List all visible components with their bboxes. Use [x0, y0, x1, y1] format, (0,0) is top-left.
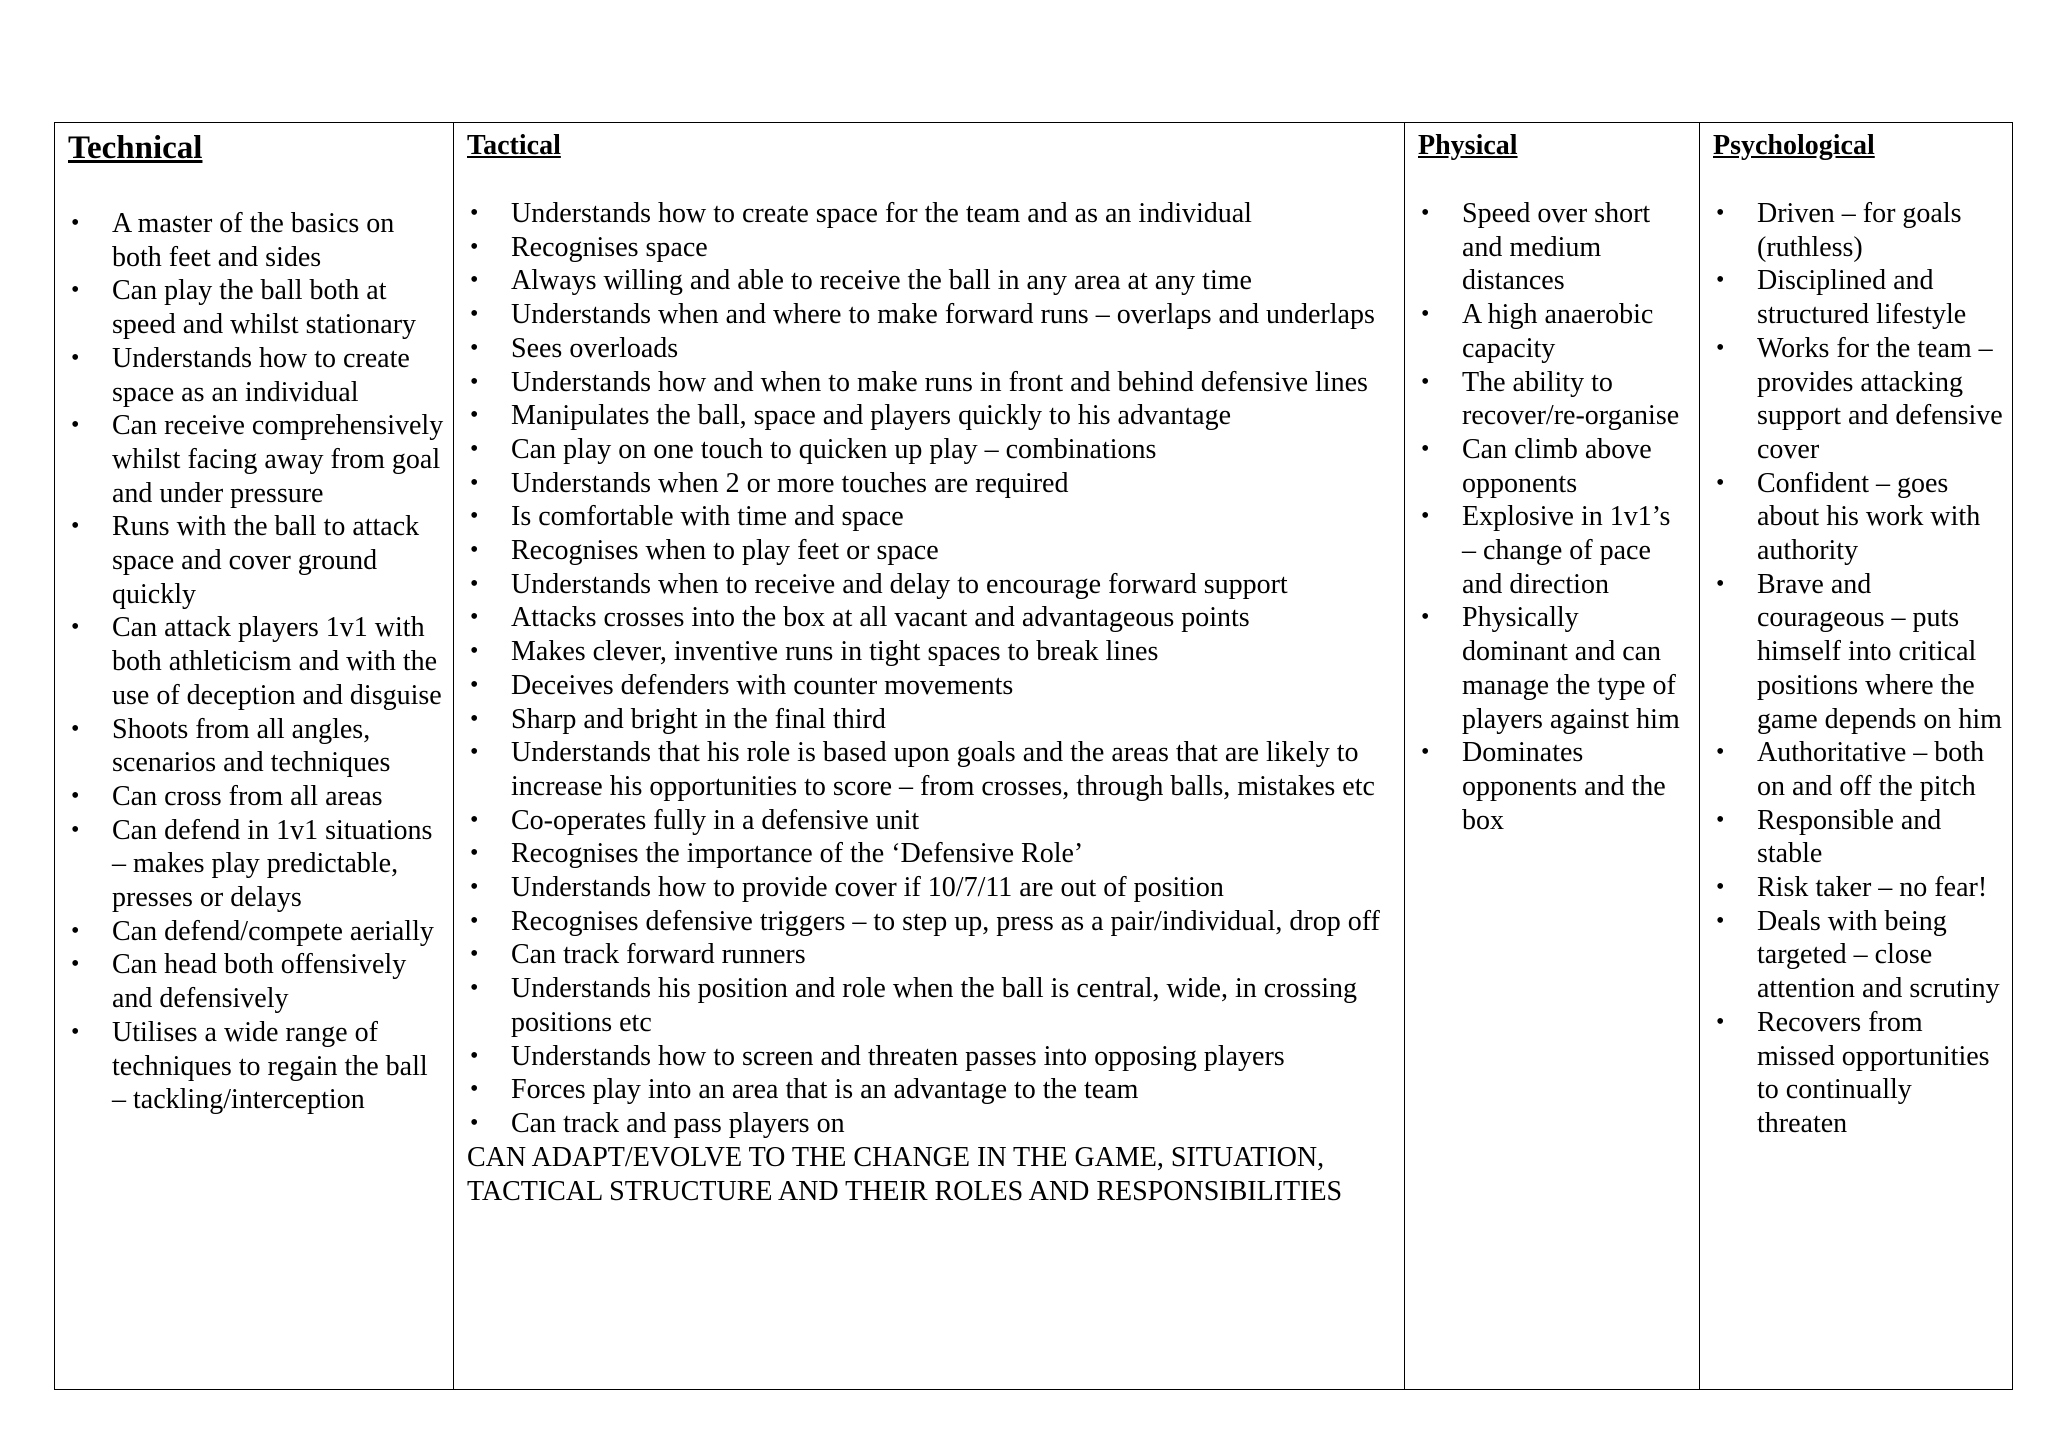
list-item: • Explosive in 1v1’s – change of pace and direction — [1418, 500, 1691, 601]
list-item: • Can play on one touch to quicken up play – combinations — [467, 433, 1396, 467]
list-item: • Works for the team – provides attacking support and defensive cover — [1713, 332, 2004, 467]
list-item: • Makes clever, inventive runs in tight spaces to break lines — [467, 635, 1396, 669]
psychological-column — [1700, 123, 2013, 1390]
list-item: • Brave and courageous – puts himself into critical positions where the game depends on him — [1713, 568, 2004, 737]
list-item: • Understands how to provide cover if 10/7/11 are out of position — [467, 871, 1396, 905]
list-item: • Recognises defensive triggers – to step up, press as a pair/individual, drop off — [467, 905, 1396, 939]
list-item: • Understands how and when to make runs in front and behind defensive lines — [467, 366, 1396, 400]
list-item: • Recognises when to play feet or space — [467, 534, 1396, 568]
list-item: • Co-operates fully in a defensive unit — [467, 804, 1396, 838]
list-item: • Recognises the importance of the ‘Defensive Role’ — [467, 837, 1396, 871]
list-item: • Always willing and able to receive the ball in any area at any time — [467, 264, 1396, 298]
list-item: • Can receive comprehensively whilst facing away from goal and under pressure — [68, 409, 445, 510]
list-item: • Disciplined and structured lifestyle — [1713, 264, 2004, 331]
list-item: • Manipulates the ball, space and players quickly to his advantage — [467, 399, 1396, 433]
technical-heading: Technical — [68, 130, 203, 166]
list-item: • Confident – goes about his work with authority — [1713, 467, 2004, 568]
list-item: • Recovers from missed opportunities to continually threaten — [1713, 1006, 2004, 1141]
list-item: • Risk taker – no fear! — [1713, 871, 2004, 905]
list-item: • The ability to recover/re-organise — [1418, 366, 1691, 433]
list-item: • Deceives defenders with counter movements — [467, 669, 1396, 703]
list-item: • Can defend/compete aerially — [68, 915, 445, 949]
table-row — [55, 123, 2013, 1390]
list-item: • Can defend in 1v1 situations – makes play predictable, presses or delays — [68, 814, 445, 915]
list-item: • Runs with the ball to attack space and cover ground quickly — [68, 510, 445, 611]
list-item: • Can cross from all areas — [68, 780, 445, 814]
physical-column — [1405, 123, 1700, 1390]
list-item: • Utilises a wide range of techniques to regain the ball – tackling/interception — [68, 1016, 445, 1117]
technical-column — [55, 123, 454, 1390]
list-item: • Understands how to create space as an individual — [68, 342, 445, 409]
list-item: • Responsible and stable — [1713, 804, 2004, 871]
attributes-table — [54, 122, 2013, 1390]
list-item: • Authoritative – both on and off the pitch — [1713, 736, 2004, 803]
tactical-column — [454, 123, 1405, 1390]
tactical-list — [467, 197, 1396, 1141]
list-item: • Understands when 2 or more touches are required — [467, 467, 1396, 501]
list-item: • A master of the basics on both feet and sides — [68, 207, 445, 274]
list-item: • Physically dominant and can manage the type of players against him — [1418, 601, 1691, 736]
physical-heading: Physical — [1418, 130, 1518, 161]
technical-list — [68, 207, 445, 1117]
list-item: • Understands that his role is based upon goals and the areas that are likely to increase his opportunities to score – from crosses, through balls, mistakes etc — [467, 736, 1396, 803]
list-item: • Can track and pass players on — [467, 1107, 1396, 1141]
list-item: • Recognises space — [467, 231, 1396, 265]
list-item: • Can track forward runners — [467, 938, 1396, 972]
list-item: • Forces play into an area that is an advantage to the team — [467, 1073, 1396, 1107]
list-item: • Is comfortable with time and space — [467, 500, 1396, 534]
list-item: • Deals with being targeted – close attention and scrutiny — [1713, 905, 2004, 1006]
list-item: • Speed over short and medium distances — [1418, 197, 1691, 298]
list-item: • Shoots from all angles, scenarios and techniques — [68, 713, 445, 780]
list-item: • Can play the ball both at speed and whilst stationary — [68, 274, 445, 341]
list-item: • Can attack players 1v1 with both athleticism and with the use of deception and disguise — [68, 611, 445, 712]
list-item: • Sees overloads — [467, 332, 1396, 366]
list-item: • Driven – for goals (ruthless) — [1713, 197, 2004, 264]
list-item: • Understands how to create space for the team and as an individual — [467, 197, 1396, 231]
list-item: • Can climb above opponents — [1418, 433, 1691, 500]
list-item: • A high anaerobic capacity — [1418, 298, 1691, 365]
list-item: • Understands his position and role when the ball is central, wide, in crossing positions etc — [467, 972, 1396, 1039]
psychological-heading: Psychological — [1713, 130, 1875, 161]
list-item: • Dominates opponents and the box — [1418, 736, 1691, 837]
list-item: • Understands how to screen and threaten passes into opposing players — [467, 1040, 1396, 1074]
tactical-heading: Tactical — [467, 130, 561, 161]
physical-list — [1418, 197, 1691, 837]
tactical-closing-statement: CAN ADAPT/EVOLVE TO THE CHANGE IN THE GAME, SITUATION, TACTICAL STRUCTURE AND THEIR ROLES AND RESPONSIBILITIES — [467, 1141, 1343, 1207]
psychological-list — [1713, 197, 2004, 1141]
list-item: • Sharp and bright in the final third — [467, 703, 1396, 737]
list-item: • Attacks crosses into the box at all vacant and advantageous points — [467, 601, 1396, 635]
list-item: • Understands when to receive and delay to encourage forward support — [467, 568, 1396, 602]
list-item: • Understands when and where to make forward runs – overlaps and underlaps — [467, 298, 1396, 332]
list-item: • Can head both offensively and defensively — [68, 948, 445, 1015]
